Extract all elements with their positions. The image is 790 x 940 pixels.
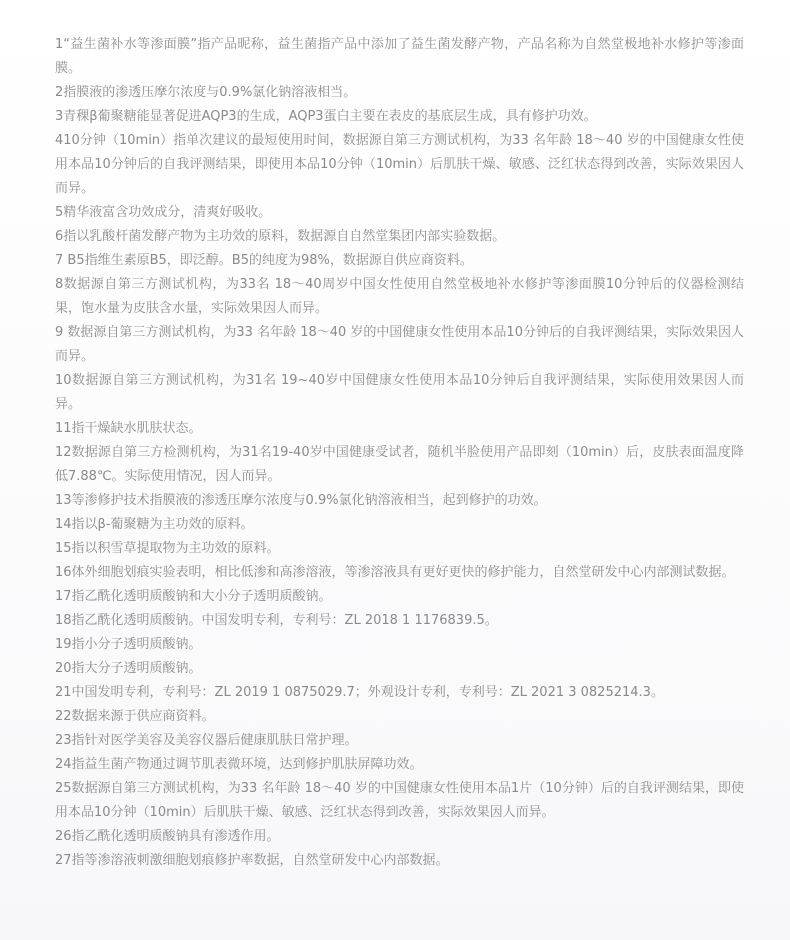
footnote-4: 410分钟（10min）指单次建议的最短使用时间，数据源自第三方测试机构，为33 名年龄 18～40 岁的中国健康女性使用本品10分钟后的自我评测结果，即使用本品10分钟（10min）后肌肤干燥、敏感、泛红状态得到改善，实际效果因人而异。: [55, 133, 744, 196]
footnote-3: 3青稞β葡聚糖能显著促进AQP3的生成，AQP3蛋白主要在表皮的基底层生成，具有修护功效。: [55, 109, 597, 124]
footnote-16: 16体外细胞划痕实验表明，相比低渗和高渗溶液，等渗溶液具有更好更快的修护能力，自然堂研发中心内部测试数据。: [55, 565, 735, 580]
footnote-22: 22数据来源于供应商资料。: [55, 709, 215, 724]
footnote-11: 11指干燥缺水肌肤状态。: [55, 421, 202, 436]
footnote-1: 1“益生菌补水等渗面膜”指产品昵称，益生菌指产品中添加了益生菌发酵产物，产品名称为自然堂极地补水修护等渗面膜。: [55, 37, 744, 76]
footnote-2: 2指膜液的渗透压摩尔浓度与0.9%氯化钠溶液相当。: [55, 85, 357, 100]
footnote-14: 14指以β-葡聚糖为主功效的原料。: [55, 517, 254, 532]
footnote-17: 17指乙酰化透明质酸钠和大小分子透明质酸钠。: [55, 589, 332, 604]
footnote-26: 26指乙酰化透明质酸钠具有渗透作用。: [55, 829, 280, 844]
footnote-6: 6指以乳酸杆菌发酵产物为主功效的原料，数据源自自然堂集团内部实验数据。: [55, 229, 506, 244]
footnote-5: 5精华液富含功效成分，清爽好吸收。: [55, 205, 272, 220]
footnote-7: 7 B5指维生素原B5，即泛醇。B5的纯度为98%，数据源自供应商资料。: [55, 253, 473, 268]
footnote-12: 12数据源自第三方检测机构，为31名19-40岁中国健康受试者，随机半脸使用产品即刻（10min）后，皮肤表面温度降低7.88℃。实际使用情况，因人而异。: [55, 445, 744, 484]
footnote-25: 25数据源自第三方测试机构，为33 名年龄 18～40 岁的中国健康女性使用本品1片（10分钟）后的自我评测结果，即使用本品10分钟（10min）后肌肤干燥、敏感、泛红状态得到改善，实际效果因人而异。: [55, 781, 744, 820]
footnote-20: 20指大分子透明质酸钠。: [55, 661, 202, 676]
footnote-23: 23指针对医学美容及美容仪器后健康肌肤日常护理。: [55, 733, 358, 748]
footnote-24: 24指益生菌产物通过调节肌表微环境，达到修护肌肤屏障功效。: [55, 757, 423, 772]
footnote-19: 19指小分子透明质酸钠。: [55, 637, 202, 652]
footnote-8: 8数据源自第三方测试机构，为33名 18～40周岁中国女性使用自然堂极地补水修护等渗面膜10分钟后的仪器检测结果，饱水量为皮肤含水量，实际效果因人而异。: [55, 277, 744, 316]
footnote-10: 10数据源自第三方测试机构，为31名 19~40岁中国健康女性使用本品10分钟后自我评测结果，实际使用效果因人而异。: [55, 373, 744, 412]
footnote-9: 9 数据源自第三方测试机构，为33 名年龄 18～40 岁的中国健康女性使用本品10分钟后的自我评测结果，实际效果因人而异。: [55, 325, 744, 364]
footnote-list: [55, 33, 744, 873]
footnote-13: 13等渗修护技术指膜液的渗透压摩尔浓度与0.9%氯化钠溶液相当，起到修护的功效。: [55, 493, 547, 508]
footnote-21: 21中国发明专利，专利号：ZL 2019 1 0875029.7；外观设计专利，专利号：ZL 2021 3 0825214.3。: [55, 685, 664, 700]
footnote-18: 18指乙酰化透明质酸钠。中国发明专利，专利号：ZL 2018 1 1176839.5。: [55, 613, 498, 628]
footnote-15: 15指以积雪草提取物为主功效的原料。: [55, 541, 280, 556]
footnote-27: 27指等渗溶液刺激细胞划痕修护率数据，自然堂研发中心内部数据。: [55, 853, 449, 868]
